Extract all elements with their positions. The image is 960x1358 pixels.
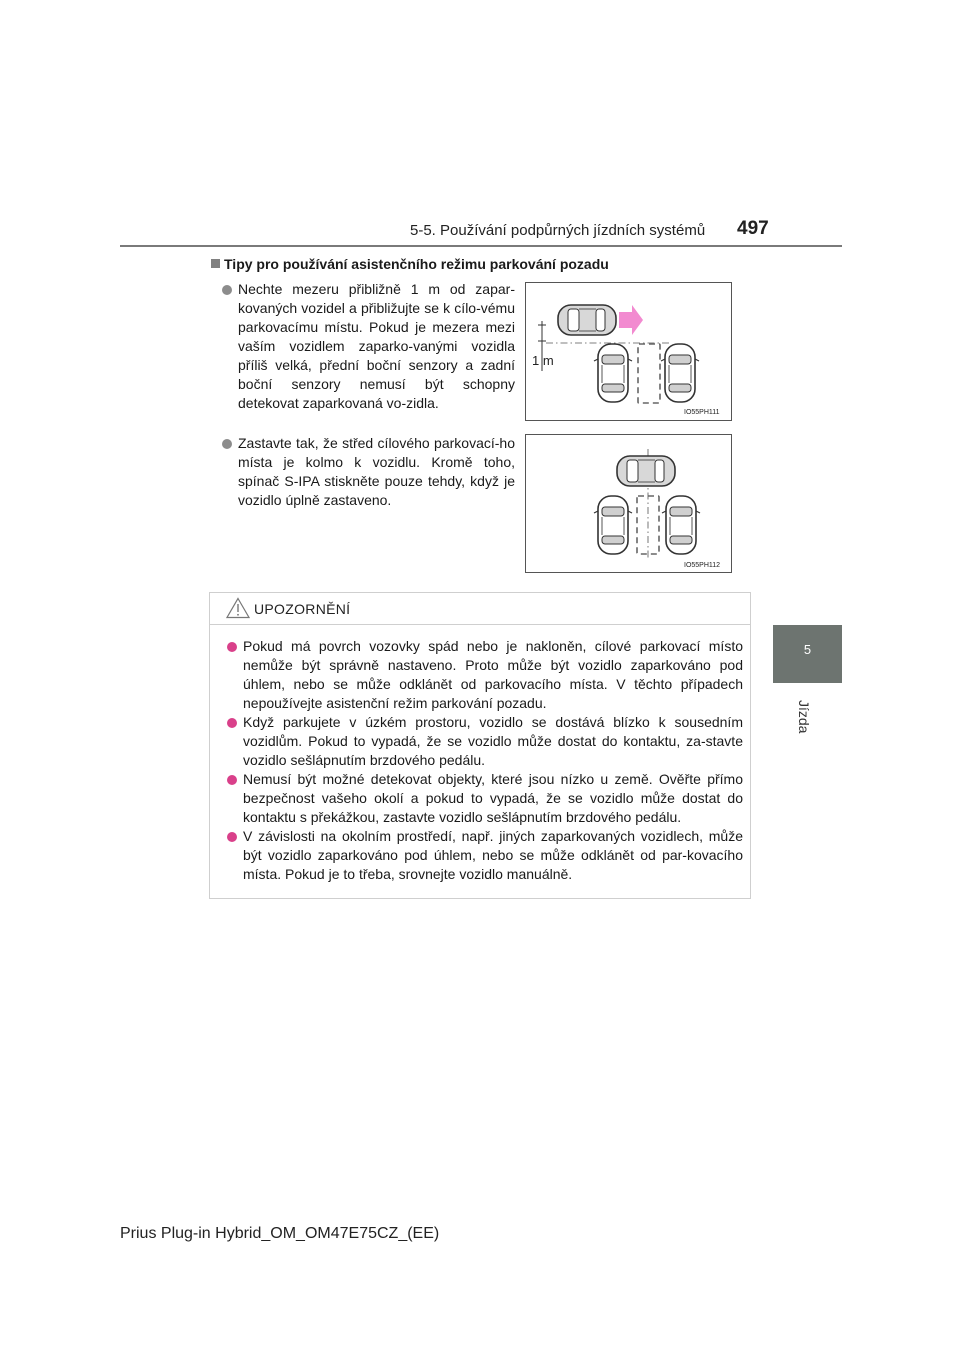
warning-item-text: Nemusí být možné detekovat objekty, které jsou nízko u země. Ověřte přímo bezpečnost vašeho okolí a pokud to vypadá, že se vozidlo může dostat do kontaktu s překážkou, zastavte vozidlo sešlápnutím brzdového pedálu. — [243, 771, 743, 825]
page-number: 497 — [737, 218, 769, 239]
warning-bullet-icon — [227, 718, 237, 728]
warning-title: UPOZORNĚNÍ — [254, 601, 351, 617]
warning-item-text: V závislosti na okolním prostředí, např. jiných zaparkovaných vozidlech, může být vozidlo zaparkováno pod úhlem, nebo se může odklánět od par-kovacího místa. Pokud je to třeba, srovnejte vozidlo manuálně. — [243, 828, 743, 882]
figure-code: IO55PH111 — [684, 409, 720, 416]
chapter-name: Jízda — [796, 700, 812, 734]
warning-triangle-icon — [226, 597, 250, 619]
warning-bullet-icon — [227, 775, 237, 785]
section-heading-text: Tipy pro používání asistenčního režimu parkování pozadu — [224, 256, 609, 272]
figure-stop-position — [525, 434, 732, 573]
tip-bullet — [238, 434, 515, 510]
figure-approach-spacing — [525, 282, 732, 421]
warning-header — [210, 593, 750, 625]
warning-bullet-icon — [227, 642, 237, 652]
tip-bullet-text: Nechte mezeru přibližně 1 m od zapar-kovaných vozidel a přibližujte se k cílo-vému parkovacímu místu. Pokud je mezera mezi vaším vozidlem zaparko-vanými vozidla příliš velká, přední boční senzory a zadní boční senzory nemusí být schopny detekovat zaparkovaná vo-zidla. — [238, 281, 515, 411]
figure-code: IO55PH112 — [684, 562, 721, 569]
chapter-side-label — [796, 700, 812, 734]
heading-square-icon — [211, 259, 220, 268]
direction-arrow-icon — [619, 305, 643, 335]
warning-item — [243, 713, 743, 770]
chapter-tab[interactable] — [773, 625, 842, 683]
warning-item — [243, 637, 743, 713]
header-rule — [120, 245, 842, 247]
warning-bullet-icon — [227, 832, 237, 842]
warning-box — [209, 592, 751, 899]
parking-stop-illustration — [526, 435, 731, 572]
bullet-dot-icon — [222, 439, 232, 449]
chapter-number: 5 — [803, 642, 812, 657]
warning-item — [243, 827, 743, 884]
page-footer: Prius Plug-in Hybrid_OM_OM47E75CZ_(EE) — [120, 1225, 440, 1242]
distance-label: 1 m — [532, 353, 554, 368]
warning-item — [243, 770, 743, 827]
section-heading — [211, 256, 609, 272]
page-header-title: 5-5. Používání podpůrných jízdních systémů — [410, 222, 706, 239]
bullet-dot-icon — [222, 285, 232, 295]
warning-item-text: Pokud má povrch vozovky spád nebo je nakloněn, cílové parkovací místo nemůže být správně nastaveno. Proto může být vozidlo zaparkováno pod úhlem, nebo se může odklánět od parkovacího místa. V těchto případech nepoužívejte asistenční režim parkování pozadu. — [243, 638, 743, 711]
parking-approach-illustration — [526, 283, 731, 420]
tip-bullet-text: Zastavte tak, že střed cílového parkovací-ho místa je kolmo k vozidlu. Kromě toho, spínač S-IPA stiskněte pouze tehdy, když je vozidlo úplně zastaveno. — [238, 435, 515, 508]
warning-item-text: Když parkujete v úzkém prostoru, vozidlo se dostává blízko k sousedním vozidlům. Pokud to vypadá, že se vozidlo může dostat do kontaktu, za-stavte vozidlo sešlápnutím brzdového pedálu. — [243, 714, 743, 768]
tip-bullet — [238, 280, 515, 413]
